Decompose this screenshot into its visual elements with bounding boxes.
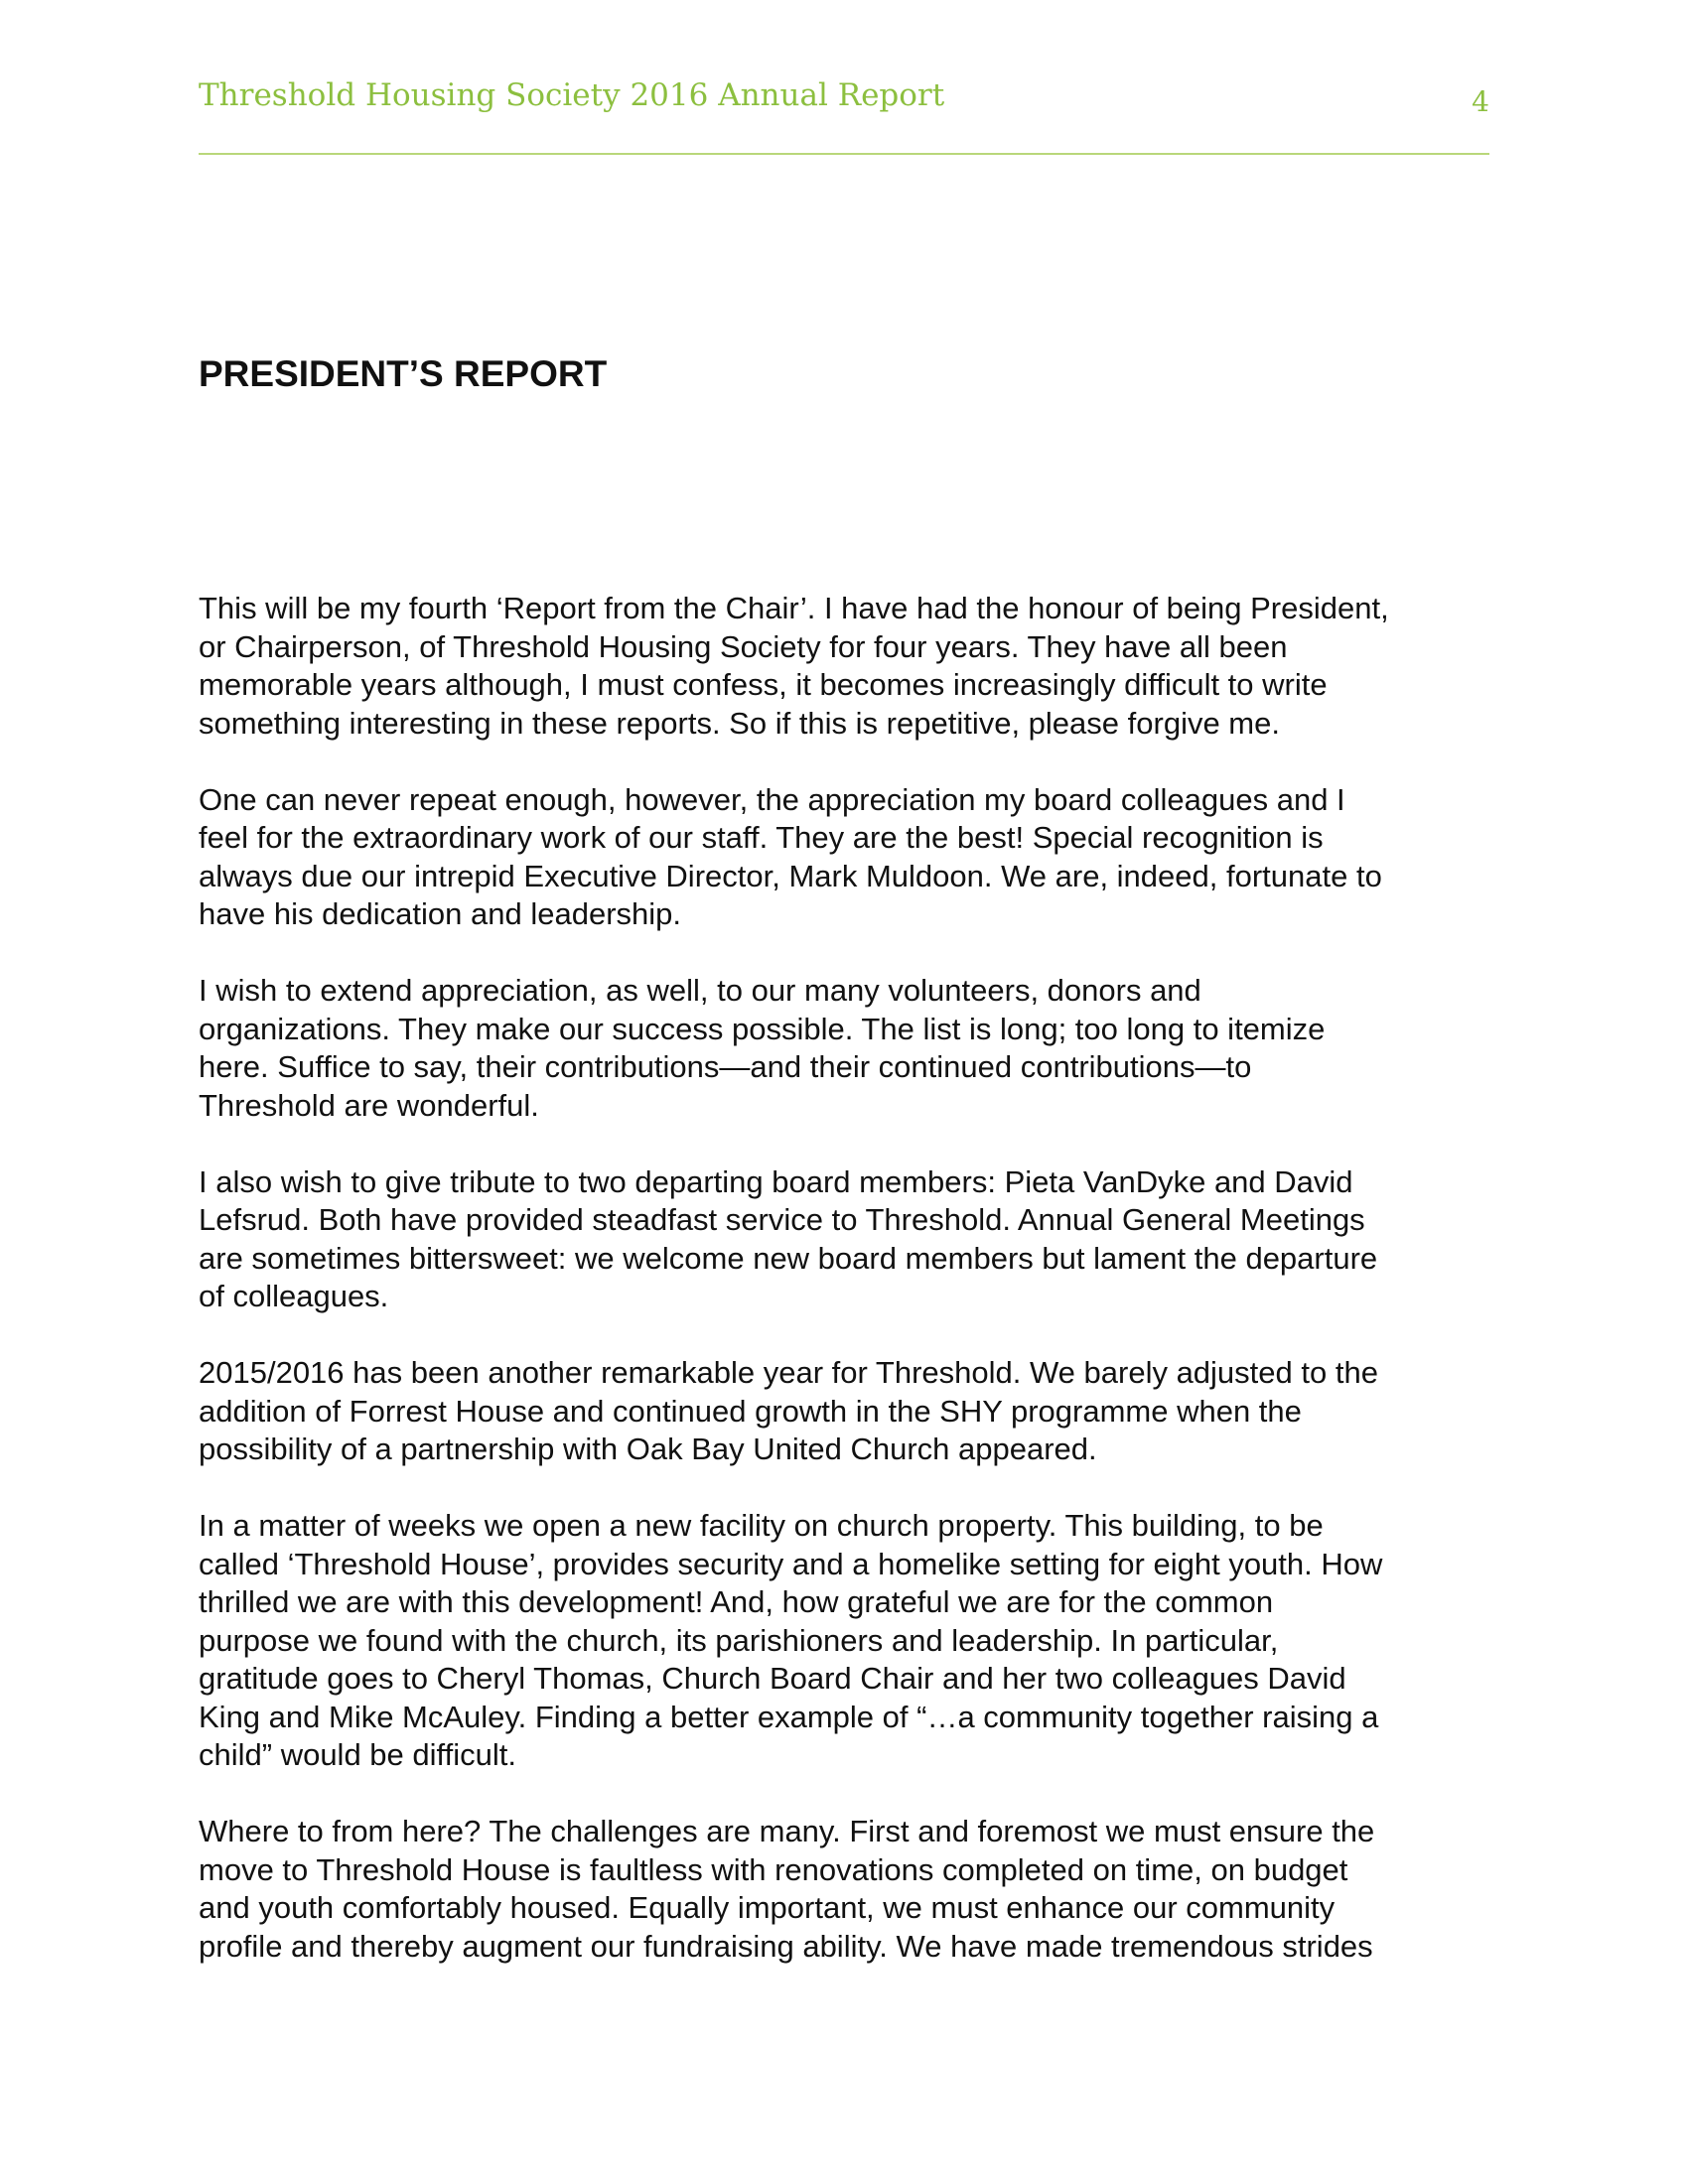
paragraph-line: here. Suffice to say, their contributions—and their continued contributions—to bbox=[199, 1049, 1252, 1084]
paragraph-line: something interesting in these reports. So if this is repetitive, please forgive me. bbox=[199, 705, 1280, 741]
body-paragraph bbox=[199, 1163, 1499, 1316]
paragraph-line: One can never repeat enough, however, the appreciation my board colleagues and I bbox=[199, 781, 1345, 817]
paragraph-line: memorable years although, I must confess, it becomes increasingly difficult to write bbox=[199, 667, 1328, 702]
paragraph-line: or Chairperson, of Threshold Housing Society for four years. They have all been bbox=[199, 628, 1288, 664]
paragraph-line: feel for the extraordinary work of our staff. They are the best! Special recognition is bbox=[199, 820, 1324, 855]
report-title: Threshold Housing Society 2016 Annual Report bbox=[199, 77, 945, 113]
paragraph-line: have his dedication and leadership. bbox=[199, 896, 682, 931]
paragraph-line: possibility of a partnership with Oak Bay United Church appeared. bbox=[199, 1432, 1097, 1466]
paragraph-line: This will be my fourth ‘Report from the Chair’. I have had the honour of being President, bbox=[199, 591, 1389, 625]
paragraph-line: child” would be difficult. bbox=[199, 1737, 516, 1772]
paragraph-line: always due our intrepid Executive Director, Mark Muldoon. We are, indeed, fortunate to bbox=[199, 858, 1382, 893]
paragraph-line: organizations. They make our success possible. The list is long; too long to itemize bbox=[199, 1011, 1326, 1046]
paragraph-line: Lefsrud. Both have provided steadfast service to Threshold. Annual General Meetings bbox=[199, 1202, 1365, 1237]
paragraph-line: 2015/2016 has been another remarkable year for Threshold. We barely adjusted to the bbox=[199, 1355, 1378, 1390]
page-header bbox=[199, 77, 1489, 155]
paragraph-line: are sometimes bittersweet: we welcome new board members but lament the departure bbox=[199, 1240, 1378, 1276]
paragraph-line: thrilled we are with this development! And, how grateful we are for the common bbox=[199, 1584, 1274, 1619]
paragraph-line: I wish to extend appreciation, as well, to our many volunteers, donors and bbox=[199, 973, 1201, 1008]
body-paragraph bbox=[199, 1507, 1499, 1775]
section-heading: PRESIDENT’S REPORT bbox=[199, 353, 608, 394]
paragraph-line: move to Threshold House is faultless with renovations completed on time, on budget bbox=[199, 1851, 1348, 1887]
body-paragraph bbox=[199, 781, 1499, 934]
paragraph-line: In a matter of weeks we open a new facility on church property. This building, to be bbox=[199, 1508, 1324, 1543]
paragraph-line: of colleagues. bbox=[199, 1279, 389, 1313]
body-paragraph bbox=[199, 972, 1499, 1125]
paragraph-line: called ‘Threshold House’, provides security and a homelike setting for eight youth. How bbox=[199, 1546, 1383, 1581]
paragraph-line: Threshold are wonderful. bbox=[199, 1087, 539, 1123]
paragraph-line: profile and thereby augment our fundraising ability. We have made tremendous strides bbox=[199, 1928, 1373, 1964]
paragraph-line: purpose we found with the church, its parishioners and leadership. In particular, bbox=[199, 1622, 1279, 1658]
page-number: 4 bbox=[1472, 85, 1489, 118]
paragraph-line: King and Mike McAuley. Finding a better example of “…a community together raising a bbox=[199, 1699, 1379, 1734]
body-paragraph bbox=[199, 590, 1499, 743]
report-body bbox=[199, 590, 1499, 2004]
body-paragraph bbox=[199, 1813, 1499, 1966]
paragraph-line: gratitude goes to Cheryl Thomas, Church Board Chair and her two colleagues David bbox=[199, 1661, 1346, 1696]
paragraph-line: I also wish to give tribute to two departing board members: Pieta VanDyke and David bbox=[199, 1163, 1353, 1199]
body-paragraph bbox=[199, 1354, 1499, 1469]
paragraph-line: Where to from here? The challenges are many. First and foremost we must ensure the bbox=[199, 1814, 1375, 1848]
paragraph-line: and youth comfortably housed. Equally important, we must enhance our community bbox=[199, 1890, 1336, 1925]
paragraph-line: addition of Forrest House and continued growth in the SHY programme when the bbox=[199, 1393, 1302, 1429]
